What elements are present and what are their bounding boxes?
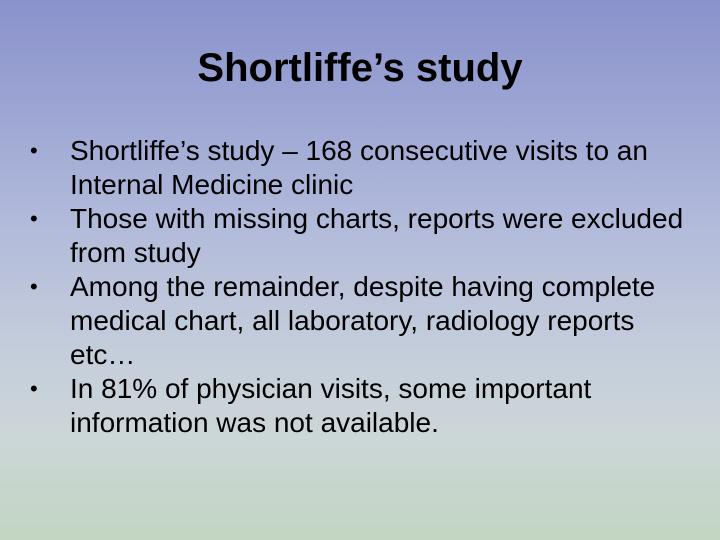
bullet-icon: • xyxy=(30,274,38,299)
bullet-text: In 81% of physician visits, some important information was not available. xyxy=(70,373,592,438)
bullet-icon: • xyxy=(30,376,38,401)
slide-title: Shortliffe’s study xyxy=(197,46,523,90)
bullet-item xyxy=(30,270,706,372)
bullet-text: Those with missing charts, reports were excluded from study xyxy=(70,203,684,268)
bullet-item xyxy=(30,202,706,270)
bullet-item xyxy=(30,372,706,440)
bullet-icon: • xyxy=(30,206,38,231)
bullet-text: Shortliffe’s study – 168 consecutive visits to an Internal Medicine clinic xyxy=(70,135,648,200)
bullet-list xyxy=(30,134,706,440)
bullet-icon: • xyxy=(30,138,38,163)
bullet-text: Among the remainder, despite having complete medical chart, all laboratory, radiology reports etc… xyxy=(70,271,656,370)
bullet-item xyxy=(30,134,706,202)
